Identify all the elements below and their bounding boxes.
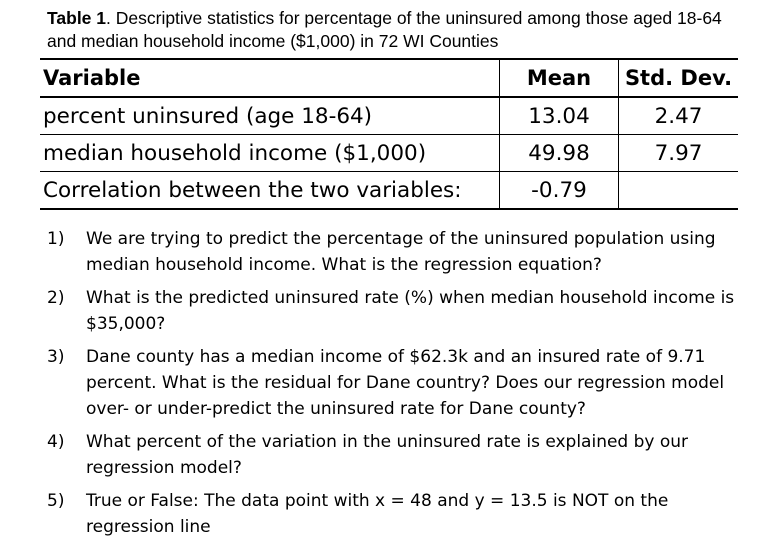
table-header-row xyxy=(40,59,738,97)
caption-label: Table 1 xyxy=(47,8,107,28)
question-number: 3) xyxy=(47,347,65,367)
cell-mean: 49.98 xyxy=(500,135,619,172)
cell-variable: median household income ($1,000) xyxy=(40,135,500,172)
question-number: 4) xyxy=(47,432,65,452)
header-std-dev: Std. Dev. xyxy=(624,66,733,90)
descriptive-stats-table xyxy=(40,58,738,210)
header-mean: Mean xyxy=(500,59,619,97)
question-number: 2) xyxy=(47,288,65,308)
table-caption xyxy=(47,7,747,53)
question-list xyxy=(47,226,747,547)
list-item xyxy=(47,429,747,481)
table-row xyxy=(40,172,738,210)
cell-std-dev xyxy=(619,172,739,210)
question-text: What is the predicted uninsured rate (%) when median household income is $35,000? xyxy=(86,288,735,334)
cell-mean: 13.04 xyxy=(500,97,619,135)
table-row xyxy=(40,97,738,135)
list-item xyxy=(47,226,747,278)
cell-variable: Correlation between the two variables: xyxy=(40,172,500,210)
question-text: Dane county has a median income of $62.3k and an insured rate of 9.71 percent. What is the residual for Dane country? Does our regression model over- or under-predict the uninsured rate for Dane county? xyxy=(86,347,725,419)
question-number: 1) xyxy=(47,229,65,249)
question-text: We are trying to predict the percentage of the uninsured population using median household income. What is the regression equation? xyxy=(86,229,716,275)
cell-std-dev: 7.97 xyxy=(654,140,703,166)
question-text: True or False: The data point with x = 48 and y = 13.5 is NOT on the regression line xyxy=(86,491,669,537)
cell-variable: percent uninsured (age 18-64) xyxy=(40,97,500,135)
list-item xyxy=(47,344,747,422)
header-variable: Variable xyxy=(40,59,500,97)
list-item xyxy=(47,488,747,540)
cell-std-dev: 2.47 xyxy=(654,103,703,129)
table-row xyxy=(40,135,738,172)
cell-mean: -0.79 xyxy=(500,172,619,210)
question-number: 5) xyxy=(47,491,65,511)
question-text: What percent of the variation in the uninsured rate is explained by our regression model? xyxy=(86,432,689,478)
caption-text: . Descriptive statistics for percentage of the uninsured among those aged 18-64 and median household income ($1,000) in 72 WI Counties xyxy=(47,8,722,51)
list-item xyxy=(47,285,747,337)
